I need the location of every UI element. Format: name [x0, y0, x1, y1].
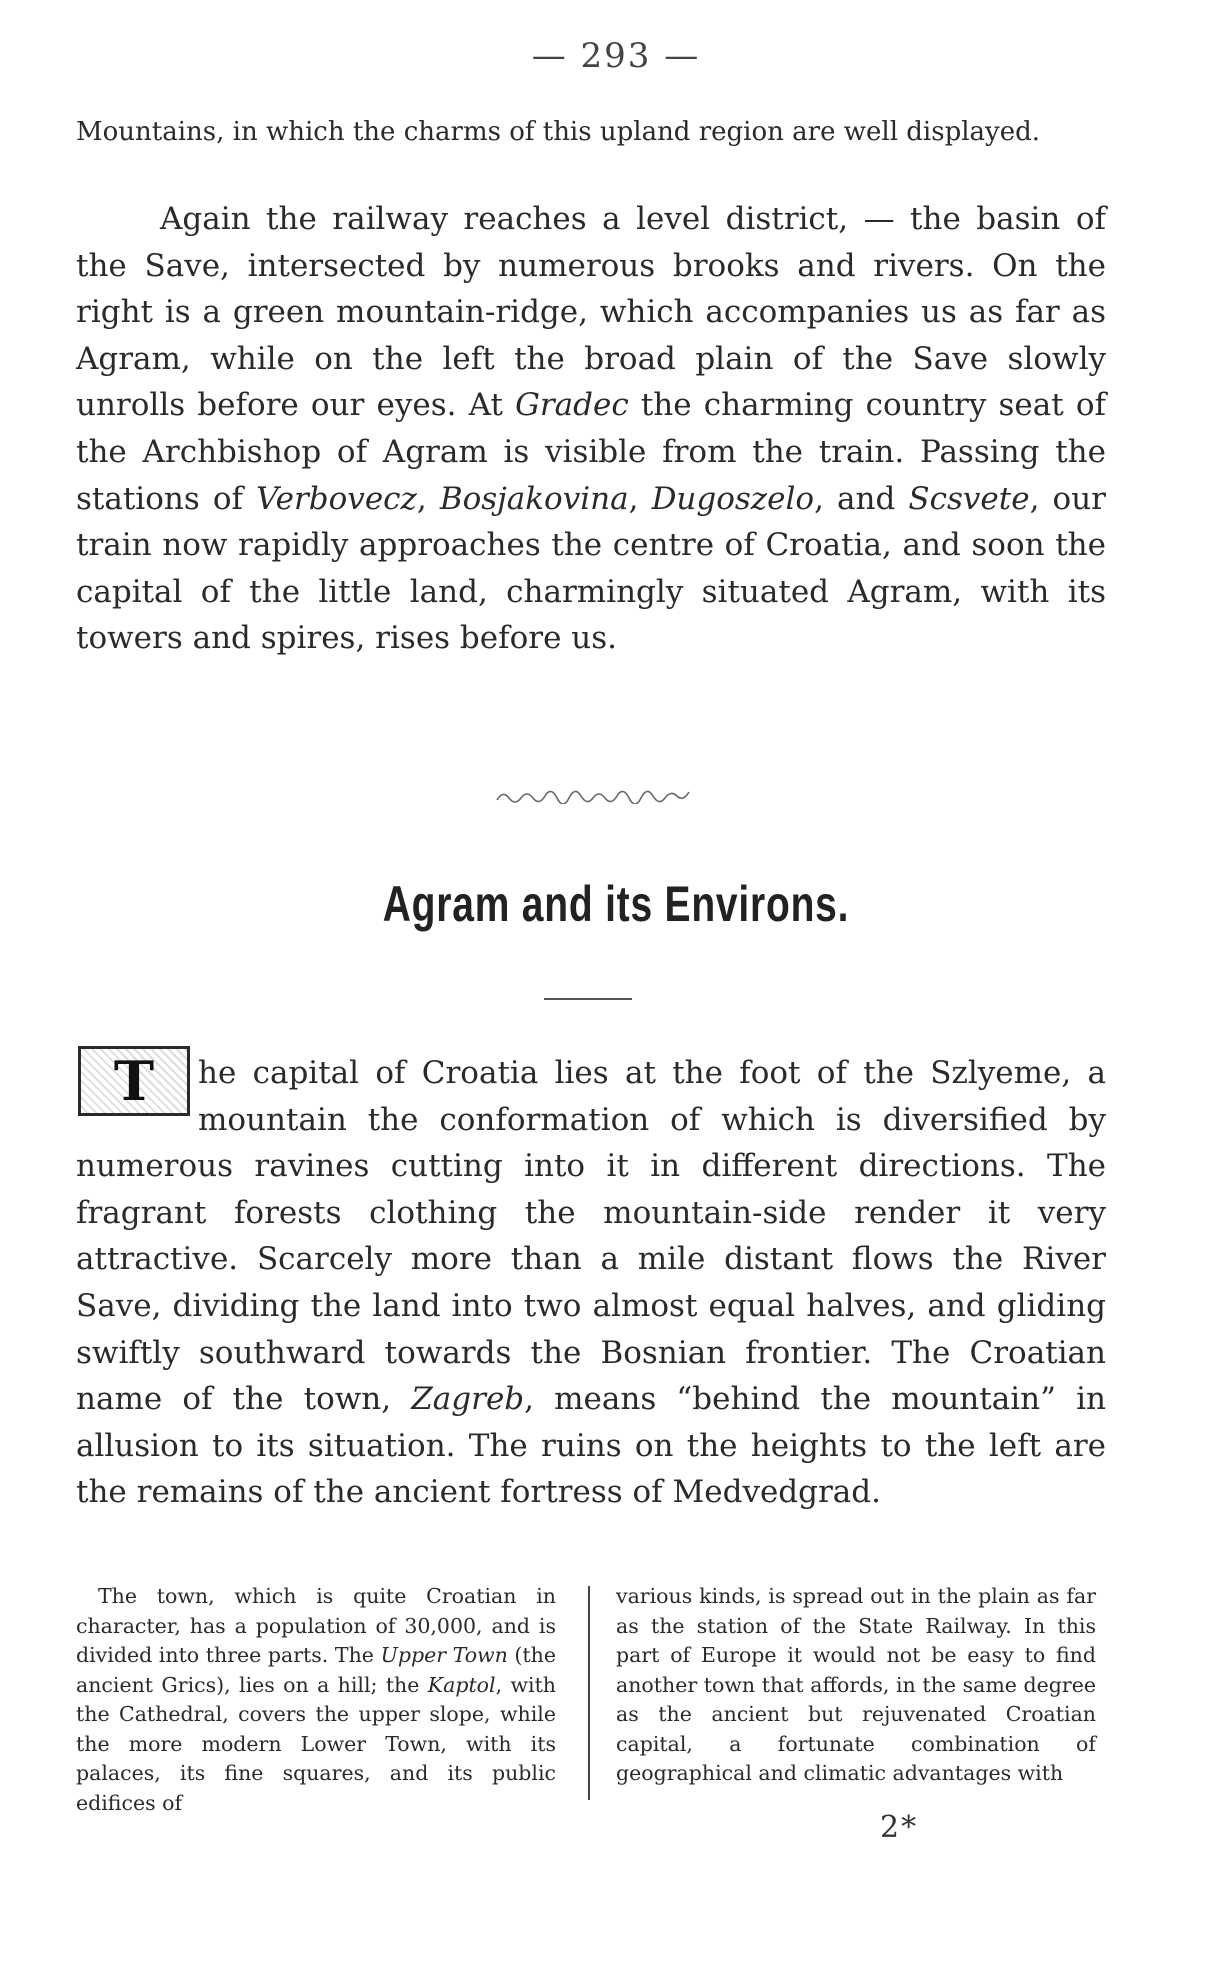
signature-mark: 2*: [880, 1810, 919, 1845]
text-run: , means “behind the mountain” in allusion to its situation. The ruins on the heights to the left are the remains of the ancient fortress of Medvedgrad.: [76, 1381, 1106, 1511]
text-run: ,: [628, 480, 652, 517]
column-left: [76, 1582, 556, 1818]
place-bosjakovina: Bosjakovina: [439, 480, 629, 517]
text-run: the charming country seat of the Archbishop of Agram is visible from the train. Passing the stations of: [76, 387, 1106, 517]
column-right: various kinds, is spread out in the plain as far as the station of the State Railway. In this part of Europe it would not be easy to find another town that affords, in the same degree as the ancient but rejuvenated Croatian capital, a fortunate combination of geographical and climatic advantages with: [616, 1584, 1096, 1785]
text-run: , and: [814, 480, 909, 517]
text-run: he capital of Croatia lies at the foot of the Szlyeme, a mountain the conformation of which is diversified by numerous ravines cutting into it in different directions. The fragrant forests clothing the mountain-side render it very attractive. Scarcely more than a mile distant flows the River Save, dividing the land into two almost equal halves, and gliding swiftly southward towards the Bosnian frontier. The Croatian name of the town,: [76, 1055, 1106, 1418]
place-dugoszelo: Dugoszelo: [651, 480, 815, 517]
column-divider: [588, 1586, 590, 1800]
intro-continued-text: Mountains, in which the charms of this upland region are well displayed.: [76, 117, 1041, 147]
place-gradec: Gradec: [515, 387, 629, 424]
term-upper-town: Upper Town: [380, 1643, 508, 1667]
drop-cap-initial: T: [78, 1046, 190, 1116]
text-run: The town, which is quite Croatian in character, has a population of 30,000, and is divided into three parts. The: [76, 1584, 556, 1667]
text-run: , with the Cathedral, covers the upper slope, while the more modern Lower Town, with its palaces, its fine squares, and its public edifices of: [76, 1672, 557, 1815]
section-title: Agram and its Environs.: [382, 876, 850, 932]
text-run: , our train now rapidly approaches the centre of Croatia, and soon the capital of the little land, charmingly situated Agram, with its towers and spires, rises before us.: [76, 480, 1106, 657]
term-kaptol: Kaptol: [427, 1672, 496, 1697]
paragraph-capital: [76, 1050, 1106, 1516]
text-run: (the ancient Grics), lies on a hill; the: [76, 1643, 556, 1697]
ornament-divider: [495, 788, 691, 804]
place-scsvete: Scsvete: [908, 480, 1030, 517]
title-rule: [544, 998, 632, 1000]
text-run: ,: [416, 480, 440, 517]
paragraph-railway: [76, 196, 1106, 662]
page-number: — 293 —: [531, 36, 701, 76]
text-run: Again the railway reaches a level district, — the basin of the Save, intersected by numerous brooks and rivers. On the right is a green mountain-ridge, which accompanies us as far as Agram, while on the left the broad plain of the Save slowly unrolls before our eyes. At: [76, 201, 1106, 424]
place-verbovecz: Verbovecz: [256, 480, 417, 517]
term-zagreb: Zagreb: [411, 1381, 525, 1418]
